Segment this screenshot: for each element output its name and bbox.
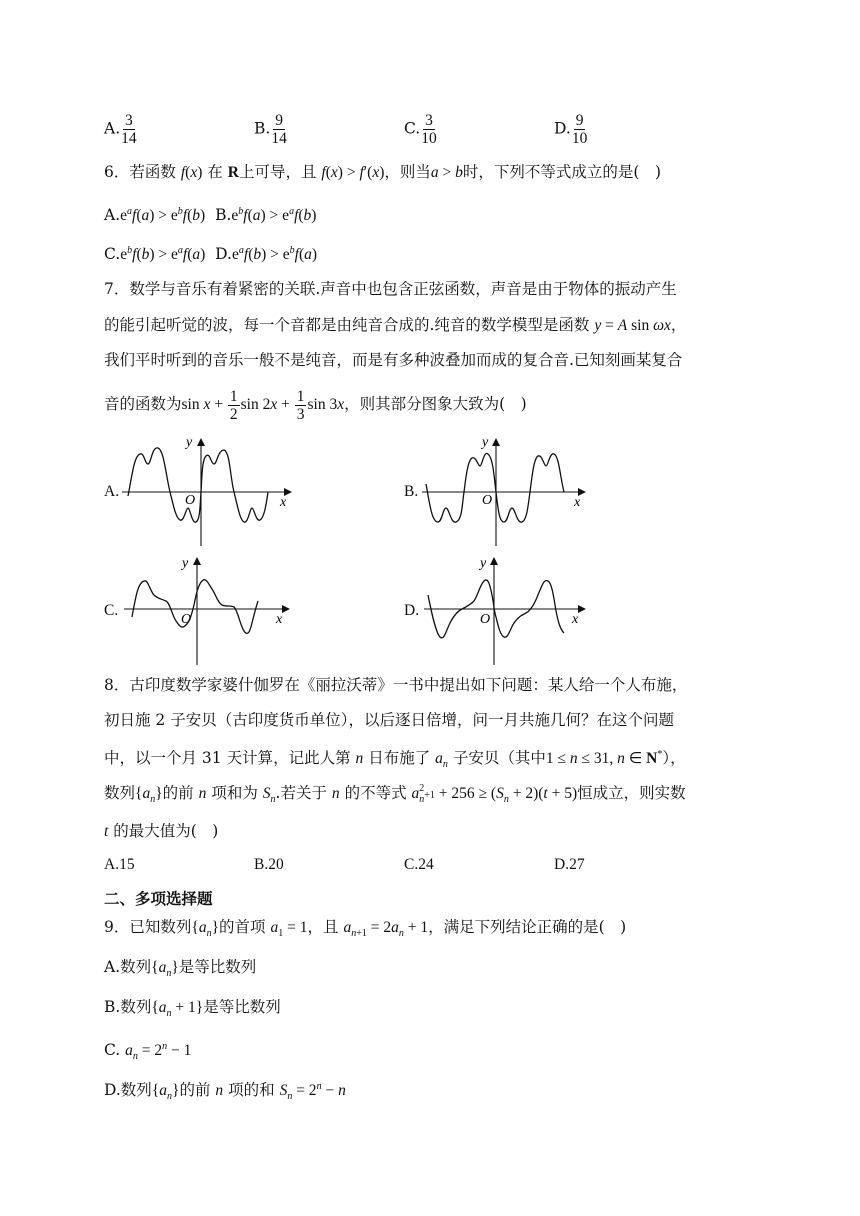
fraction-half: $\frac{1}{2}$	[229, 387, 238, 423]
x-axis-label: x	[574, 495, 581, 510]
y-arrow-icon	[492, 438, 500, 446]
x-arrow-icon	[578, 605, 586, 613]
y-axis-label: y	[480, 556, 487, 571]
q8-line-2: 初日施 2 子安贝（古印度货币单位），以后逐日倍增，问一月共施几何？在这个问题	[104, 711, 674, 729]
y-axis-label: y	[182, 556, 189, 571]
graph-c-label: C.	[104, 602, 119, 619]
x-axis-label: x	[572, 612, 579, 627]
y-arrow-icon	[490, 557, 498, 565]
graph-a-label: A.	[104, 483, 120, 500]
q7-line-1: 7．数学与音乐有着紧密的关联.声音中也包含正弦函数，声音是由于物体的振动产生	[104, 280, 677, 298]
section-heading: 二、多项选择题	[104, 890, 213, 908]
q9-option-a: A.数列$\{a_n\}$是等比数列	[104, 958, 257, 980]
origin-label: O	[181, 612, 192, 627]
origin-label: O	[185, 493, 196, 508]
wave-curve	[128, 448, 268, 522]
y-axis-label: y	[186, 436, 193, 450]
q6-options-ab: $A.e^af(a) > e^bf(b) B.e^bf(a) > e^af(b)$	[104, 206, 317, 225]
origin-label: O	[482, 493, 493, 508]
q7-line-2: 的能引起听觉的波，每一个音都是由纯音合成的.纯音的数学模型是函数 y = A sin ωx，	[104, 316, 687, 334]
q7-line-3: 我们平时听到的音乐一般不是纯音，而是有多种波叠加而成的复合音.已知刻画某复合	[104, 351, 683, 369]
q5-option-c: C. $\frac{3}{10}$	[404, 112, 437, 147]
x-axis-label: x	[280, 495, 287, 510]
wave-curve	[132, 580, 258, 634]
y-axis-label: y	[482, 436, 489, 450]
q8-line-4: 数列$\{a_n\}$的前 n 项和为 $S_n$.若关于 n 的不等式 a 2 n $+1 + 256 \ge (S_n + 2)(t + 5)$恒成立，则实数	[104, 783, 686, 806]
q6-stem: 6．若函数 f(x) 在 R上可导，且 f(x) > f′(x)，则当a > b时，下列不等式成立的是( )	[104, 163, 662, 181]
wave-curve	[426, 453, 564, 522]
q5-option-d: D. $\frac{9}{10}$	[554, 112, 588, 147]
q8-option-b: B.20	[254, 856, 284, 873]
q8-option-a: A.15	[104, 856, 135, 873]
y-arrow-icon	[193, 557, 201, 565]
q9-option-d: D.数列$\{a_n\}$的前 n 项的和 $S_n = 2^n - n$	[104, 1081, 346, 1103]
q5-option-b: B. $\frac{9}{14}$	[254, 112, 287, 147]
q8-line-1: 8．古印度数学家婆什伽罗在《丽拉沃蒂》一书中提出如下问题：某人给一个人布施，	[104, 676, 688, 694]
q7-line-4: 音的函数为sin x + $\frac{1}{2}$ sin 2x + $\frac{1}{3}$ sin 3x，则其部分图象大致为( )	[104, 387, 527, 423]
q9-option-b: B.数列$\{a_n + 1\}$是等比数列	[104, 998, 281, 1020]
graph-c	[118, 555, 298, 667]
q9-option-c: C. $a_n = 2^n - 1$	[104, 1041, 192, 1063]
q8-line-3: 中，以一个月 31 天计算，记此人第 n 日布施了 $a_n$ 子安贝（其中1 ≤ n ≤ 31, n ∈ N*），	[104, 749, 686, 771]
x-arrow-icon	[282, 605, 290, 613]
x-axis-label: x	[276, 612, 283, 627]
graph-d-label: D.	[404, 602, 420, 619]
fraction: $\frac{9}{14}$	[271, 112, 287, 147]
q8-line-5: t 的最大值为( )	[104, 822, 219, 840]
fraction: $\frac{3}{10}$	[421, 112, 437, 147]
graph-b	[418, 436, 598, 548]
q5-option-a: A. $\frac{3}{14}$	[104, 112, 137, 147]
graph-d	[418, 555, 598, 667]
graph-b-label: B.	[404, 483, 419, 500]
q8-option-d: D.27	[554, 856, 585, 873]
fraction: $\frac{9}{10}$	[571, 112, 588, 147]
fraction: $\frac{3}{14}$	[121, 112, 137, 147]
q8-option-c: C.24	[404, 856, 434, 873]
graph-a	[118, 436, 298, 548]
fraction-third: $\frac{1}{3}$	[296, 387, 305, 423]
math: f	[180, 164, 186, 181]
origin-label: O	[480, 612, 491, 627]
y-arrow-icon	[197, 438, 205, 446]
q6-options-cd: $C.e^bf(b) > e^af(a) D.e^af(b) > e^bf(a)$	[104, 245, 318, 264]
q9-stem: 9．已知数列$\{a_n\}$的首项 $a_1 = 1$，且 $a_{n+1} = 2a_n + 1$，满足下列结论正确的是( )	[104, 918, 627, 940]
